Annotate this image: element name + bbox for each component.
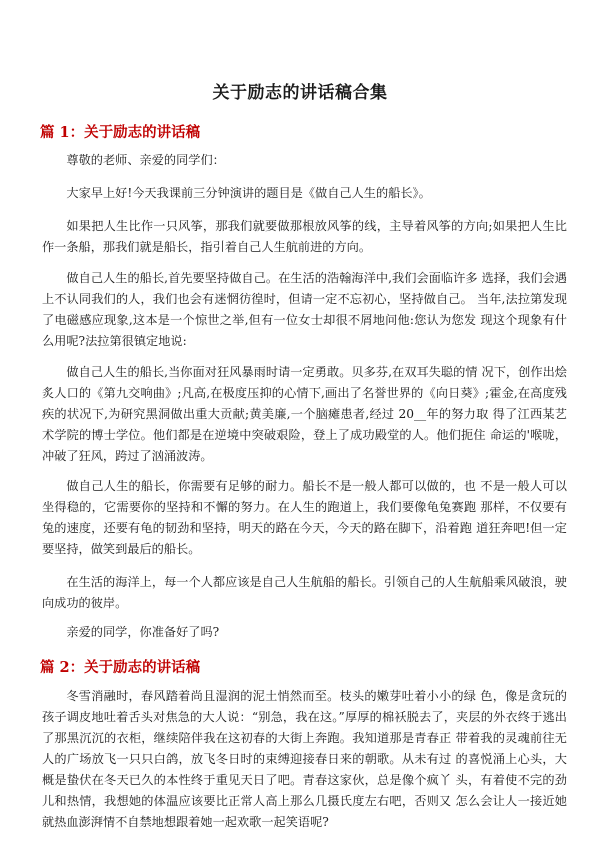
paragraph-spring: 冬雪消融时，春风踏着尚且湿润的泥土悄然而至。枝头的嫩芽吐着小小的绿 色，像是贪玩的孩子调皮地吐着舌头对焦急的大人说：“别急，我在这。”厚厚的棉袄脱去了，夹层的外衣终于逃出了那黑沉沉的衣柜，继续陪伴我在这初春的大街上奔跑。我知道那是青春正 带着我的灵魂前往无人的广场放飞一只只白鸽，放飞冬日时的束缚迎接春日来的朝歌。从未有过 的喜悦涌上心头，大概是蛰伏在冬天已久的本性终于重见天日了吧。青春这家伙，总是像个疯丫 头，有着使不完的劲儿和热情，我想她的体温应该要比正常人高上那么几摄氏度左右吧，否则又 怎么会让人一接近她就热血澎湃情不自禁地想跟着她一起欢歌一起笑语呢? — [42, 689, 567, 829]
document-title: 关于励志的讲话稿合集 — [212, 83, 388, 103]
paragraph-be-yourself: 做自己人生的船长,首先要坚持做自己。在生活的浩翰海洋中,我们会面临许多 选择，我们会遇上不认同我们的人，我们也会有迷惘彷徨时，但请一定不忘初心，坚持做自己。 当年,法拉第发现了电磁感应现象,这本是一个惊世之举,但有一位女士却很不屑地问他:您认为您发 现这个现象有什么用呢?法拉第很镇定地说: — [42, 271, 567, 348]
paragraph-greeting: 尊敬的老师、亲爱的同学们： — [66, 153, 225, 167]
paragraph-courage: 做自己人生的船长,当你面对狂风暴雨时请一定勇敢。贝多芬,在双耳失聪的情 况下，创作出烩炙人口的《第九交响曲》;凡高,在极度压抑的心情下,画出了名誉世界的《向日葵》;霍金,在高度残疾的状况下,为研究黑洞做出重大贡献;黄美廉,一个脑瘫患者,经过 20__年的努力取 得了江西某艺术学院的博士学位。他们都是在逆境中突破艰险，登上了成功殿堂的人。他们扼住 命运的'喉咙，冲破了狂风，跨过了汹涌波涛。 — [42, 365, 567, 463]
paragraph-endurance: 做自己人生的船长，你需要有足够的耐力。船长不是一般人都可以做的，也 不是一般人可以坐得稳的，它需要你的坚持和不懈的努力。在人生的跑道上，我们要像龟兔赛跑 那样，不仅要有兔的速度，还要有龟的韧劲和坚持，明天的路在今天，今天的路在脚下，沿着跑 道狂奔吧!但一定要坚持，做笑到最后的船长。 — [42, 479, 567, 556]
paragraph-kite: 如果把人生比作一只风筝，那我们就要做那根放风筝的线，主导着风筝的方向;如果把人生比作一条船，那我们就是船长，指引着自己人生航前进的方向。 — [42, 219, 567, 254]
paragraph-opening: 大家早上好!今天我课前三分钟演讲的题目是《做自己人生的船长》。 — [66, 186, 431, 200]
section-2-heading: 篇 2：关于励志的讲话稿 — [40, 659, 201, 676]
section-1-heading: 篇 1：关于励志的讲话稿 — [40, 124, 201, 141]
paragraph-closing-question: 亲爱的同学，你准备好了吗? — [66, 625, 220, 639]
paragraph-sea-of-life: 在生活的海洋上，每一个人都应该是自己人生航船的船长。引领自己的人生航船乘风破浪，驶向成功的彼岸。 — [42, 575, 567, 610]
